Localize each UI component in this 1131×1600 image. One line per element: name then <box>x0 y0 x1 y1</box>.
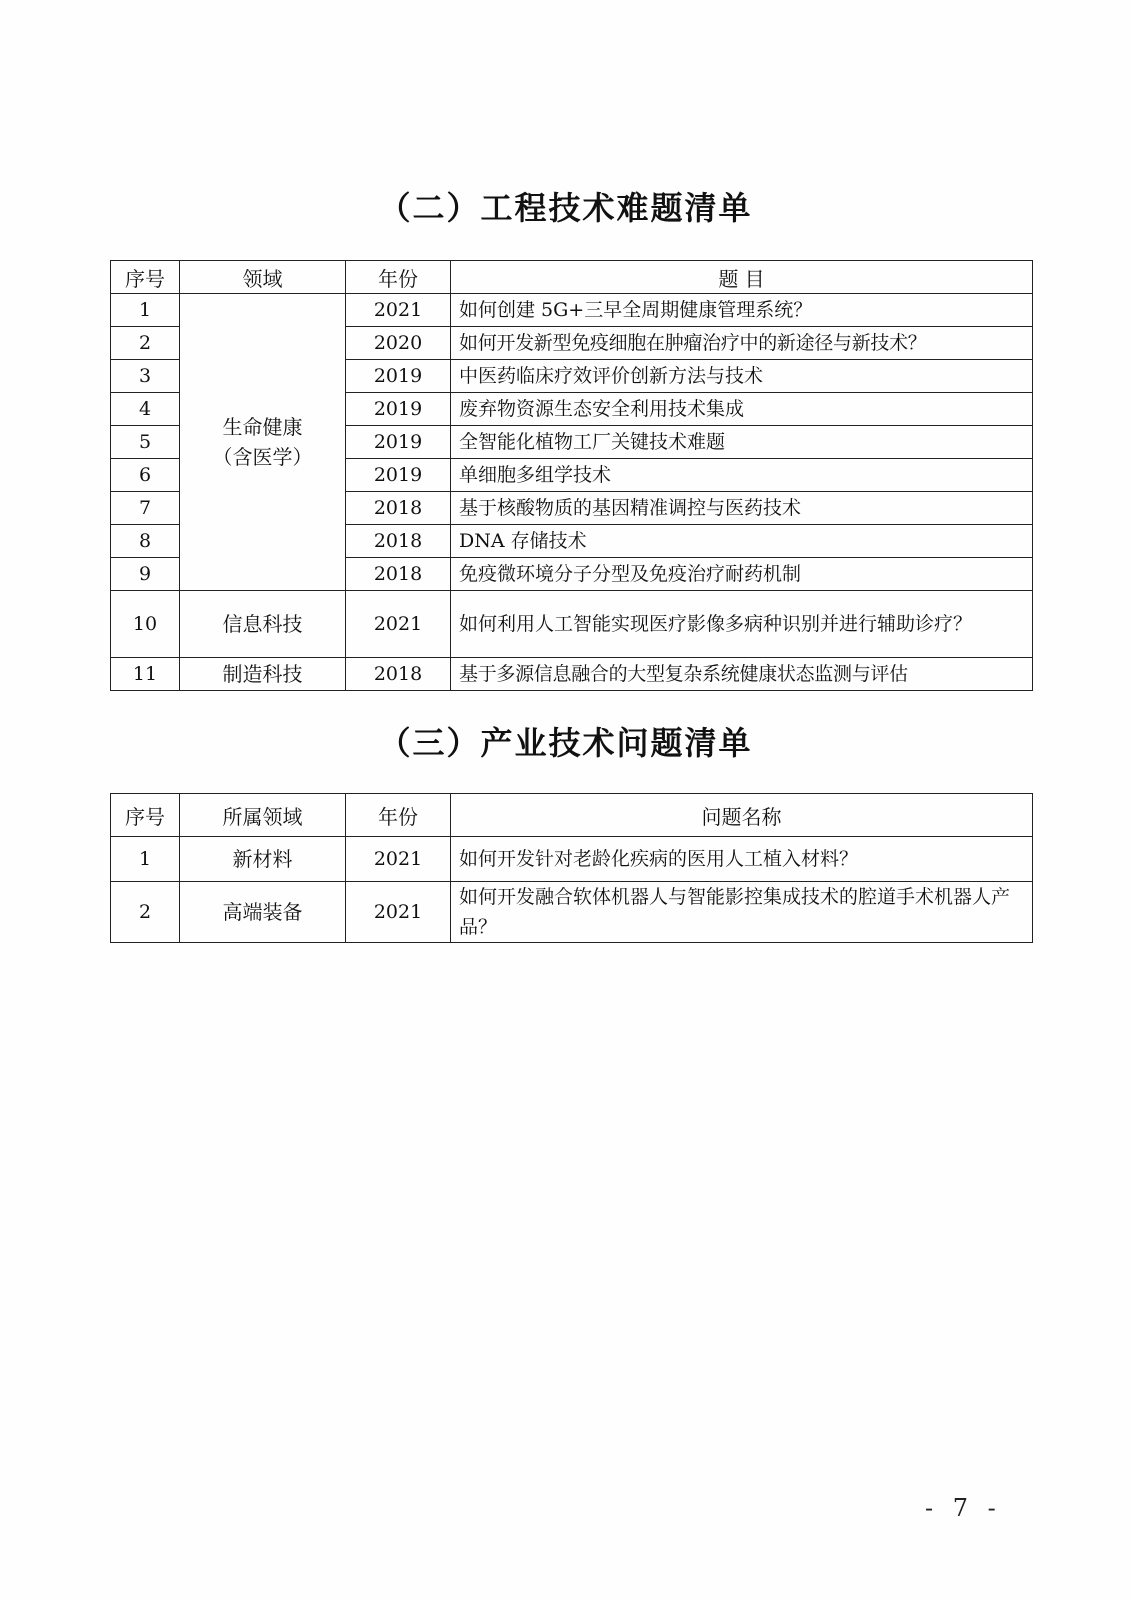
industry-problems-table <box>110 793 1033 943</box>
table-header-row <box>111 261 1033 294</box>
header-topic: 问题名称 <box>451 794 1033 837</box>
row-year: 2021 <box>346 882 451 943</box>
row-no: 7 <box>111 492 180 525</box>
row-year: 2019 <box>346 393 451 426</box>
row-no: 3 <box>111 360 180 393</box>
row-no: 4 <box>111 393 180 426</box>
row-no: 2 <box>111 327 180 360</box>
row-no: 11 <box>111 658 180 691</box>
row-domain: 制造科技 <box>180 658 346 691</box>
row-year: 2018 <box>346 658 451 691</box>
row-no: 5 <box>111 426 180 459</box>
section-title-industry: （三）产业技术问题清单 <box>378 724 753 762</box>
row-no: 6 <box>111 459 180 492</box>
header-no: 序号 <box>111 261 180 294</box>
row-topic: 如何创建 5G+三早全周期健康管理系统？ <box>451 294 1033 327</box>
domain-life-line1: 生命健康 <box>222 415 303 439</box>
table-row <box>111 837 1033 882</box>
header-domain: 领域 <box>180 261 346 294</box>
row-no: 1 <box>111 837 180 882</box>
row-year: 2018 <box>346 492 451 525</box>
header-year: 年份 <box>346 261 451 294</box>
row-domain: 新材料 <box>180 837 346 882</box>
row-domain: 高端装备 <box>180 882 346 943</box>
header-year: 年份 <box>346 794 451 837</box>
section-title-engineering: （二）工程技术难题清单 <box>378 189 753 227</box>
page-number: - 7 - <box>925 1494 1002 1522</box>
row-topic: 基于多源信息融合的大型复杂系统健康状态监测与评估 <box>451 658 1033 691</box>
row-year: 2019 <box>346 360 451 393</box>
row-year: 2020 <box>346 327 451 360</box>
row-year: 2021 <box>346 837 451 882</box>
row-topic: 如何利用人工智能实现医疗影像多病种识别并进行辅助诊疗？ <box>451 591 1033 658</box>
row-topic: DNA 存储技术 <box>451 525 1033 558</box>
row-topic: 单细胞多组学技术 <box>451 459 1033 492</box>
table-row <box>111 591 1033 658</box>
row-topic: 如何开发针对老龄化疾病的医用人工植入材料？ <box>451 837 1033 882</box>
row-topic: 如何开发新型免疫细胞在肿瘤治疗中的新途径与新技术？ <box>451 327 1033 360</box>
row-no: 8 <box>111 525 180 558</box>
row-year: 2018 <box>346 558 451 591</box>
row-no: 9 <box>111 558 180 591</box>
row-domain: 信息科技 <box>180 591 346 658</box>
row-topic: 如何开发融合软体机器人与智能影控集成技术的腔道手术机器人产品？ <box>451 882 1033 943</box>
domain-life-line2: （含医学） <box>212 445 313 469</box>
row-topic: 中医药临床疗效评价创新方法与技术 <box>451 360 1033 393</box>
table-row <box>111 294 1033 327</box>
row-no: 2 <box>111 882 180 943</box>
row-year: 2019 <box>346 426 451 459</box>
table-row <box>111 882 1033 943</box>
row-topic: 基于核酸物质的基因精准调控与医药技术 <box>451 492 1033 525</box>
row-year: 2018 <box>346 525 451 558</box>
engineering-problems-table <box>110 260 1033 691</box>
row-topic: 全智能化植物工厂关键技术难题 <box>451 426 1033 459</box>
row-topic: 废弃物资源生态安全利用技术集成 <box>451 393 1033 426</box>
row-no: 10 <box>111 591 180 658</box>
row-domain-life-health <box>180 294 346 591</box>
header-topic: 题 目 <box>451 261 1033 294</box>
row-topic: 免疫微环境分子分型及免疫治疗耐药机制 <box>451 558 1033 591</box>
table-header-row <box>111 794 1033 837</box>
table-row <box>111 658 1033 691</box>
row-year: 2021 <box>346 294 451 327</box>
row-year: 2019 <box>346 459 451 492</box>
row-no: 1 <box>111 294 180 327</box>
header-no: 序号 <box>111 794 180 837</box>
header-domain: 所属领域 <box>180 794 346 837</box>
row-year: 2021 <box>346 591 451 658</box>
